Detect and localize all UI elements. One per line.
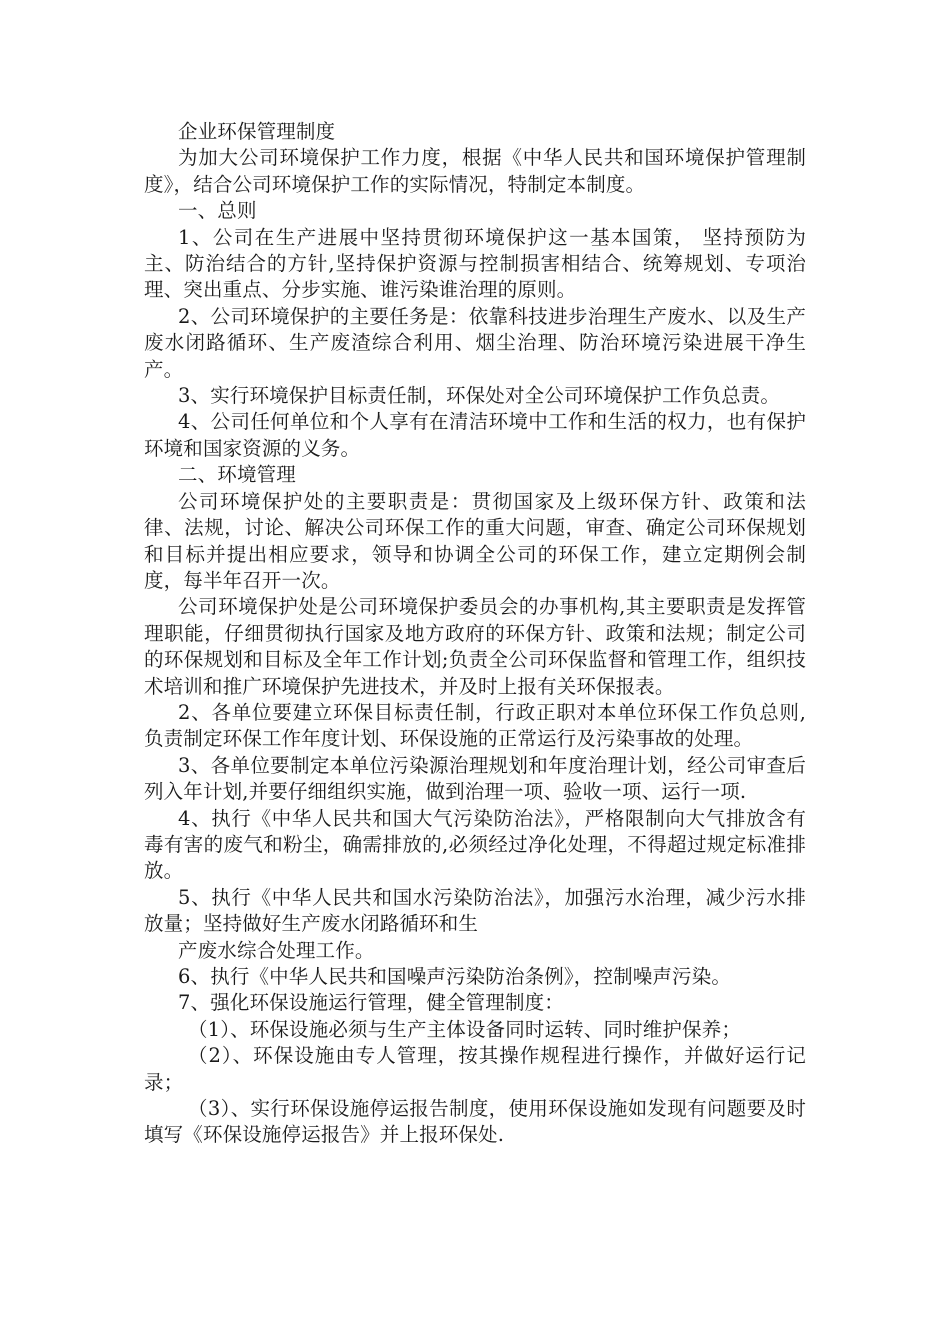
paragraph-general-3: 3、实行环境保护目标责任制，环保处对全公司环境保护工作负总责。	[178, 384, 781, 408]
section-heading-general: 一、总则	[178, 199, 257, 223]
document-body	[144, 119, 806, 1149]
list-item-7-2: （2）、环保设施由专人管理，按其操作规程进行操作，并做好运行记录；	[144, 1044, 806, 1094]
paragraph-management-5-continued: 产废水综合处理工作。	[178, 938, 375, 962]
paragraph-management-duties: 公司环境保护处的主要职责是：贯彻国家及上级环保方针、政策和法律、法规，讨论、解决公司环保工作的重大问题，审查、确定公司环保规划和目标并提出相应要求，领导和协调全公司的环保工作，建立定期例会制度，每半年召开一次。	[144, 489, 806, 592]
list-item-7-1: （1）、环保设施必须与生产主体设备同时运转、同时维护保养；	[188, 1017, 742, 1041]
paragraph-general-4: 4、公司任何单位和个人享有在清洁环境中工作和生活的权力，也有保护环境和国家资源的义务。	[144, 410, 806, 460]
paragraph-management-4: 4、执行《中华人民共和国大气污染防治法》，严格限制向大气排放含有毒有害的废气和粉尘，确需排放的,必须经过净化处理，不得超过规定标准排放。	[144, 806, 806, 883]
document-title: 企业环保管理制度	[178, 120, 336, 143]
section-heading-management: 二、环境管理	[178, 463, 296, 487]
paragraph-management-office: 公司环境保护处是公司环境保护委员会的办事机构,其主要职责是发挥管理职能，仔细贯彻执行国家及地方政府的环保方针、政策和法规；制定公司的环保规划和目标及全年工作计划;负责全公司环保监督和管理工作，组织技术培训和推广环境保护先进技术，并及时上报有关环保报表。	[144, 595, 806, 698]
paragraph-management-2: 2、各单位要建立环保目标责任制，行政正职对本单位环保工作负总则,负责制定环保工作年度计划、环保设施的正常运行及污染事故的处理。	[144, 700, 806, 751]
paragraph-general-2: 2、公司环境保护的主要任务是：依靠科技进步治理生产废水、以及生产废水闭路循环、生产废渣综合利用、烟尘治理、防治环境污染进展干净生产。	[144, 304, 806, 381]
paragraph-management-7: 7、强化环保设施运行管理，健全管理制度：	[178, 991, 564, 1015]
paragraph-general-1: 1、公司在生产进展中坚持贯彻环境保护这一基本国策， 坚持预防为主、防治结合的方针,坚持保护资源与控制损害相结合、统筹规划、专项治理、突出重点、分步实施、谁污染谁治理的原则。	[144, 225, 806, 302]
paragraph-intro: 为加大公司环境保护工作力度，根据《中华人民共和国环境保护管理制度》，结合公司环境保护工作的实际情况，特制定本制度。	[144, 146, 806, 196]
list-item-7-3: （3）、实行环保设施停运报告制度，使用环保设施如发现有问题要及时填写《环保设施停运报告》并上报环保处.	[144, 1097, 806, 1147]
paragraph-management-3: 3、各单位要制定本单位污染源治理规划和年度治理计划，经公司审查后列入年计划,并要仔细组织实施，做到治理一项、验收一项、运行一项.	[144, 753, 806, 804]
paragraph-management-5: 5、执行《中华人民共和国水污染防治法》，加强污水治理，减少污水排放量；坚持做好生产废水闭路循环和生	[144, 885, 806, 936]
paragraph-management-6: 6、执行《中华人民共和国噪声污染防治条例》，控制噪声污染。	[178, 965, 732, 988]
